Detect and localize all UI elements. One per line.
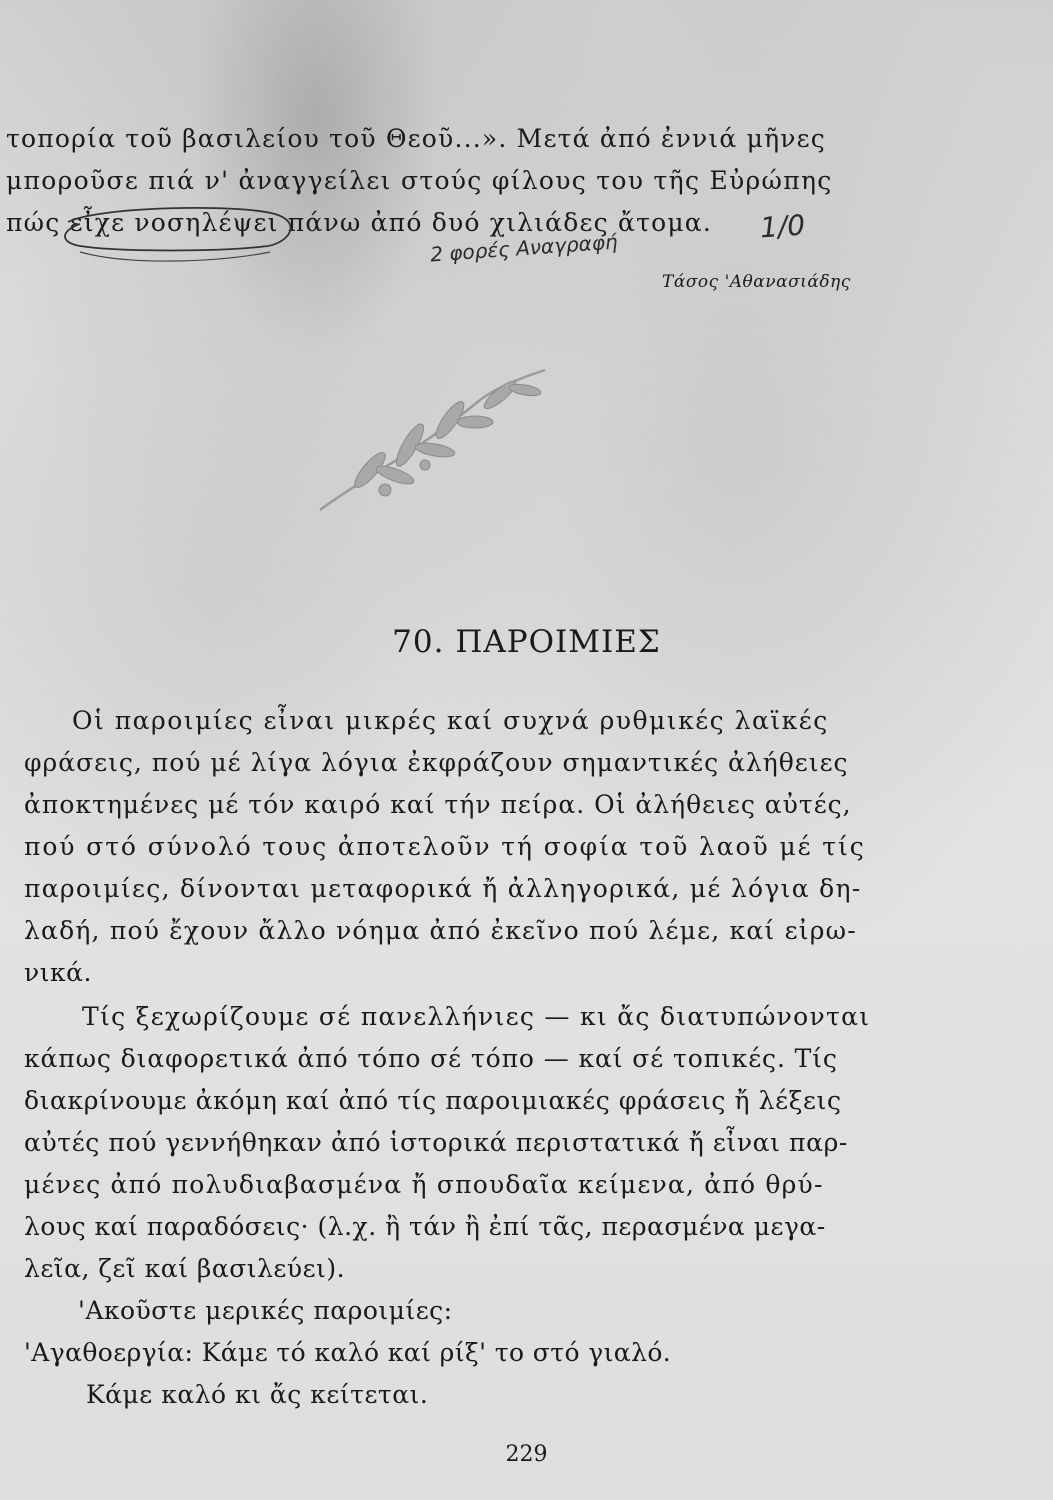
- paragraph-1-line-3: ἀποκτημένες μέ τόν καιρό καί τήν πείρα. Οἱ ἀλήθειες αὐτές,: [24, 790, 852, 819]
- section-heading: 70. ΠΑΡΟΙΜΙΕΣ: [392, 624, 661, 660]
- handwritten-note-margin: 1/0: [758, 208, 807, 245]
- top-line-1: τοπορία τοῦ βασιλείου τοῦ Θεοῦ...». Μετά ἀπό ἐννιά μῆνες: [6, 124, 827, 153]
- top-line-3: πώς εἶχε νοσηλέψει πάνω ἀπό δυό χιλιάδες ἄτομα.: [6, 208, 713, 237]
- top-line-2: μποροῦσε πιά ν' ἀναγγείλει στούς φίλους του τῆς Εὐρώπης: [6, 166, 833, 195]
- paragraph-1-line-1: Οἱ παροιμίες εἶναι μικρές καί συχνά ρυθμικές λαϊκές: [72, 706, 829, 735]
- paragraph-1-line-6: λαδή, πού ἔχουν ἄλλο νόημα ἀπό ἐκεῖνο πού λέμε, καί εἰρω-: [24, 916, 857, 945]
- author-signature: Τάσος 'Αθανασιάδης: [662, 272, 851, 292]
- paragraph-2-line-1: Τίς ξεχωρίζουμε σέ πανελλήνιες — κι ἄς διατυπώνονται: [82, 1002, 871, 1031]
- paragraph-1-line-5: παροιμίες, δίνονται μεταφορικά ἤ ἀλληγορικά, μέ λόγια δη-: [24, 874, 862, 903]
- paragraph-1-line-2: φράσεις, πού μέ λίγα λόγια ἐκφράζουν σημαντικές ἀλήθειες: [24, 748, 849, 777]
- paragraph-2-line-4: αὐτές πού γεννήθηκαν ἀπό ἱστορικά περιστατικά ἤ εἶναι παρ-: [24, 1128, 848, 1157]
- paragraph-2-line-3: διακρίνουμε ἀκόμη καί ἀπό τίς παροιμιακές φράσεις ἤ λέξεις: [24, 1086, 842, 1115]
- paragraph-2-line-6: λους καί παραδόσεις· (λ.χ. ἢ τάν ἢ ἐπί τᾶς, περασμένα μεγα-: [24, 1212, 826, 1241]
- handwritten-note-below: 2 φορές Αναγραφή: [429, 229, 619, 267]
- paragraph-2-line-5: μένες ἀπό πολυδιαβασμένα ἤ σπουδαῖα κείμενα, ἀπό θρύ-: [24, 1170, 824, 1199]
- paragraph-2-line-7: λεῖα, ζεῖ καί βασιλεύει).: [24, 1254, 346, 1283]
- paragraph-1-line-4: πού στό σύνολό τους ἀποτελοῦν τή σοφία τοῦ λαοῦ μέ τίς: [24, 832, 866, 861]
- proverb-2: Κάμε καλό κι ἄς κείτεται.: [86, 1380, 429, 1409]
- olive-branch-ornament: [300, 360, 560, 530]
- handwritten-circle: [40, 200, 300, 275]
- paragraph-2-line-2: κάπως διαφορετικά ἀπό τόπο σέ τόπο — καί σέ τοπικές. Τίς: [24, 1044, 838, 1073]
- page-number: 229: [505, 1442, 548, 1467]
- proverb-1: 'Αγαθοεργία: Κάμε τό καλό καί ρίξ' το στό γιαλό.: [24, 1338, 672, 1367]
- paragraph-1-line-7: νικά.: [24, 958, 92, 987]
- proverbs-intro: 'Ακοῦστε μερικές παροιμίες:: [78, 1296, 453, 1325]
